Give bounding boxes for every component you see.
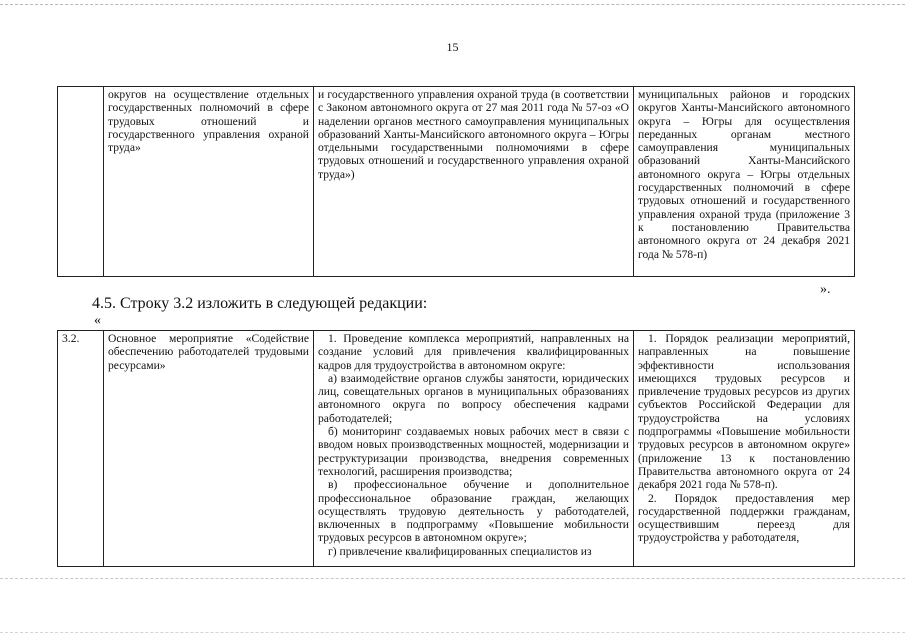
scan-edge-bottom <box>0 632 905 633</box>
measures-table-continued <box>57 86 855 277</box>
cell-measure-content: и государственного управления охраной труда (в соответствии с Законом автономного округа от 27 мая 2011 года № 57-оз «О наделении органов местного самоуправления муниципальных образований Ханты-Мансийского автономного округа – Югры отдельными государственными полномочиями в сфере трудовых отношений и государственного управления охраной труда») <box>314 87 634 277</box>
basis-paragraph: 1. Порядок реализации мероприятий, направленных на повышение эффективности использования имеющихся трудовых ресурсов и привлечение трудовых ресурсов из других субъектов Российской Федерации для трудоустройства на условиях подпрограммы «Повышение мобильности трудовых ресурсов в автономном округе» (приложение 13 к постановлению Правительства автономного округа от 24 декабря 2021 года № 578-п). <box>638 332 850 492</box>
basis-paragraph: 2. Порядок предоставления мер государственной поддержки гражданам, осуществившим переезд для трудоустройства у работодателя, <box>638 491 850 545</box>
content-paragraph: 1. Проведение комплекса мероприятий, направленных на создание условий для привлечения квалифицированных кадров для трудоустройства в автономном округе: <box>318 332 629 372</box>
content-paragraph: в) профессиональное обучение и дополнительное профессиональное образование граждан, желающих осуществлять трудовую деятельность у работодателей, включенных в подпрограмму «Повышение мобильности трудовых ресурсов в автономном округе»; <box>318 478 629 545</box>
measures-table-row-3-2 <box>57 330 855 567</box>
table-row <box>58 87 855 277</box>
content-paragraph: б) мониторинг создаваемых новых рабочих мест в связи с вводом новых производственных мощностей, модернизации и реструктуризации производства, внедрения современных технологий, расширения производства; <box>318 425 629 478</box>
cell-measure-content <box>314 331 634 567</box>
cell-measure-name: округов на осуществление отдельных государственных полномочий в сфере трудовых отношений и государственного управления охраной труда» <box>104 87 314 277</box>
table-row <box>58 331 855 567</box>
cell-measure-basis <box>634 331 855 567</box>
scan-edge-top <box>0 4 905 5</box>
page-number: 15 <box>446 40 459 54</box>
cell-measure-name: Основное мероприятие «Содействие обеспечению работодателей трудовыми ресурсами» <box>104 331 314 567</box>
cell-measure-basis: муниципальных районов и городских округов Ханты-Мансийского автономного округа – Югры для осуществления переданных органам местного самоуправления муниципальных образований Ханты-Мансийского автономного округа – Югры отдельных государственных полномочий в сфере трудовых отношений и государственного управления охраной труда (приложение 3 к постановлению Правительства автономного округа от 24 декабря 2021 года № 578-п) <box>634 87 855 277</box>
section-heading: 4.5. Строку 3.2 изложить в следующей редакции: <box>92 295 428 312</box>
scan-edge-bottom <box>0 578 905 579</box>
content-paragraph: г) привлечение квалифицированных специалистов из <box>328 544 592 558</box>
opening-quote: « <box>94 313 101 328</box>
cell-number: 3.2. <box>58 331 104 567</box>
closing-quote: ». <box>820 282 831 297</box>
cell-number <box>58 87 104 277</box>
content-paragraph: а) взаимодействие органов службы занятости, юридических лиц, совещательных органов в муниципальных образованиях автономного округа по вопросу обеспечения кадрами работодателей; <box>318 371 629 425</box>
